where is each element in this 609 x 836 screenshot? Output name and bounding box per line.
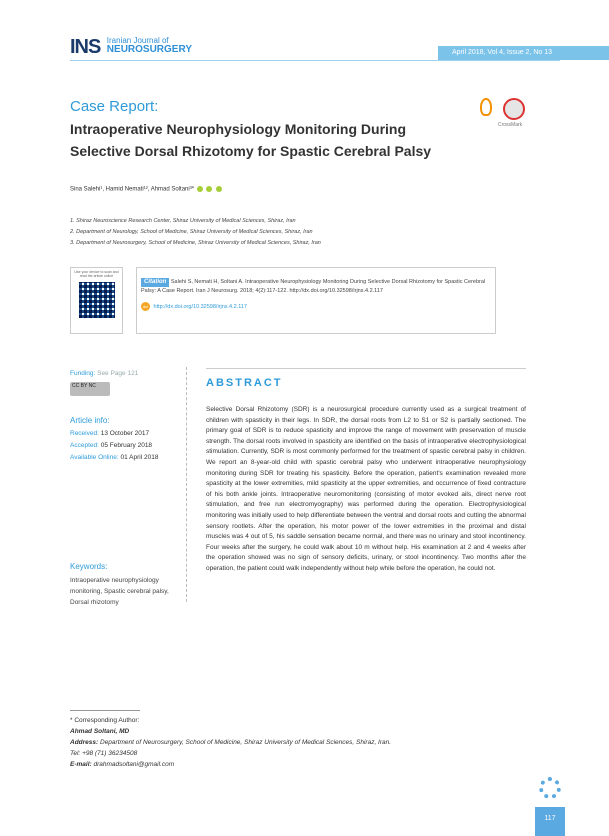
qr-label: Use your device to scan and read the article online — [74, 270, 119, 278]
journal-name — [107, 36, 192, 54]
funding-row — [70, 370, 138, 377]
online-row — [70, 454, 158, 461]
tel-value: +98 (71) 36234508 — [82, 750, 138, 757]
qr-code-icon[interactable] — [79, 282, 115, 318]
accepted-value: 05 February 2018 — [100, 442, 153, 449]
affiliation-item: 2. Department of Neurology, School of Medicine, Shiraz University of Medical Sciences, Shiraz, Iran — [70, 229, 313, 235]
online-value: 01 April 2018 — [120, 454, 159, 461]
funding-value[interactable]: See Page 121 — [97, 370, 139, 377]
page-number: 117 — [535, 807, 565, 836]
journal-logo — [70, 36, 210, 60]
affiliation-item: 3. Department of Neurosurgery, School of Medicine, Shiraz University of Medical Sciences, Shiraz, Iran — [70, 240, 321, 246]
orcid-icon[interactable] — [197, 186, 203, 192]
funding-label: Funding: — [70, 370, 96, 377]
address-value: Department of Neurosurgery, School of Medicine, Shiraz University of Medical Sciences, Shiraz, Iran. — [100, 739, 392, 746]
doi-link[interactable]: http://dx.doi.org/10.32598/irjns.4.2.117 — [153, 303, 247, 310]
orcid-icon[interactable] — [206, 186, 212, 192]
keywords-text: Intraoperative neurophysiology monitoring, Spastic cerebral palsy, Dorsal rhizotomy — [70, 577, 169, 606]
citation-label: Citation — [141, 278, 169, 287]
sidebar-divider — [186, 367, 187, 602]
received-value: 13 October 2017 — [100, 430, 150, 437]
affiliation-item: 1. Shiraz Neuroscience Research Center, Shiraz University of Medical Sciences, Shiraz, Iran — [70, 218, 296, 224]
corresponding-tel-row — [70, 748, 391, 759]
accepted-row — [70, 442, 152, 449]
online-label: Available Online: — [70, 454, 119, 461]
article-type-label: Case Report: — [70, 98, 159, 115]
received-label: Received: — [70, 430, 99, 437]
article-title — [70, 118, 470, 162]
article-title-line: Intraoperative Neurophysiology Monitoring During — [70, 121, 407, 137]
authors-text: Sina Salehi¹, Hamid Nemati¹², Ahmad Soltani³* — [70, 186, 195, 193]
cc-license-badge[interactable]: CC BY NC — [70, 382, 110, 396]
corresponding-email-row — [70, 759, 391, 770]
abstract-divider — [206, 368, 526, 369]
doi-icon: doi — [142, 304, 149, 309]
abstract-body: Selective Dorsal Rhizotomy (SDR) is a neurosurgical procedure currently used as a surgical treatment of children with spasticity in their legs. In SDR, the dorsal roots from L2 to S1 or S2 is partially sectioned. The primary goal of SDR is to reduce spasticity and improve the range of movement with preservation of muscle strength. The dorsal roots involved in spasticity are identified on the basis of intraoperative electrophysiological stimulation. Currently, SDR is most commonly performed for the treatment of spastic cerebral palsy in children. We report an 8-year-old child with spastic cerebral palsy who underwent intraoperative neurophysiology monitoring during SDR for treating his spasticity. Before the operation, patient's examination revealed more spasticity at the lower extremities, mild spasticity at the upper extremities, and occurrence of fixed contracture of his both ankle joints. Intraoperative neuromonitoring (consisting of motor evoked ails, direct nerve root stimulation, and free run electromyography) was performed during the operation. Electrophysiological monitoring was initially used to help differentiate between the ventral and dorsal roots and cutting the abnormal sensory rootlets. After the operation, his motor power of the lower extremities in the proximal and distal muscles was 4 out of 5, his saddle sensation became normal, and there was no urinary and stool incontinency. Four weeks after the surgery, he could walk about 10 m without help. His examination at 2 and 4 weeks after the operation showed was no sign of sensory deficits, urinary, or stool incontinency. Two months after the operation, the patient could walk independently without help while before the operation, he could not. — [206, 406, 526, 572]
address-label: Address: — [70, 739, 99, 746]
journal-name-line2: NEUROSURGERY — [106, 44, 192, 55]
page-decoration-icon — [535, 770, 565, 806]
journal-logo-mark: INS — [70, 36, 101, 58]
issue-banner: April 2018, Vol 4, Issue 2, No 13 — [438, 46, 609, 60]
corresponding-name: Ahmad Soltani, MD — [70, 728, 130, 735]
open-access-icon — [480, 98, 492, 116]
doi-row — [141, 302, 491, 311]
footnote-divider — [70, 710, 140, 711]
email-label: E-mail: — [70, 761, 92, 768]
corresponding-author — [70, 715, 391, 770]
corresponding-heading: * Corresponding Author: — [70, 717, 140, 724]
keywords-heading: Keywords: — [70, 562, 108, 571]
header-divider — [70, 60, 560, 61]
email-value[interactable]: drahmadsoltani@gmail.com — [93, 761, 175, 768]
received-row — [70, 430, 149, 437]
author-list — [70, 186, 223, 193]
citation-panel — [136, 267, 496, 334]
article-title-line: Selective Dorsal Rhizotomy for Spastic Cerebral Palsy — [70, 143, 432, 159]
citation-text: Salehi S, Nemati H, Soltani A. Intraoperative Neurophysiology Monitoring During Selective Dorsal Rhizotomy for Spastic Cerebral Palsy: A Case Report. Iran J Neurosurg. 2018; 4(2):117-122. http://dx.doi.org/10.32598/irjns.4.2.117 — [141, 279, 486, 294]
tel-label: Tel: — [70, 750, 81, 757]
crossmark-label: CrossMark — [498, 122, 523, 128]
qr-panel — [70, 267, 123, 334]
abstract-heading: ABSTRACT — [206, 377, 283, 389]
article-info-heading: Article info: — [70, 416, 110, 425]
affiliations — [70, 216, 321, 249]
corresponding-address-row — [70, 737, 391, 748]
accepted-label: Accepted: — [70, 442, 99, 449]
orcid-icon[interactable] — [216, 186, 222, 192]
citation-text-block — [141, 278, 491, 296]
crossmark-icon[interactable] — [503, 98, 525, 120]
journal-name-line1: Iranian Journal of — [106, 36, 169, 45]
